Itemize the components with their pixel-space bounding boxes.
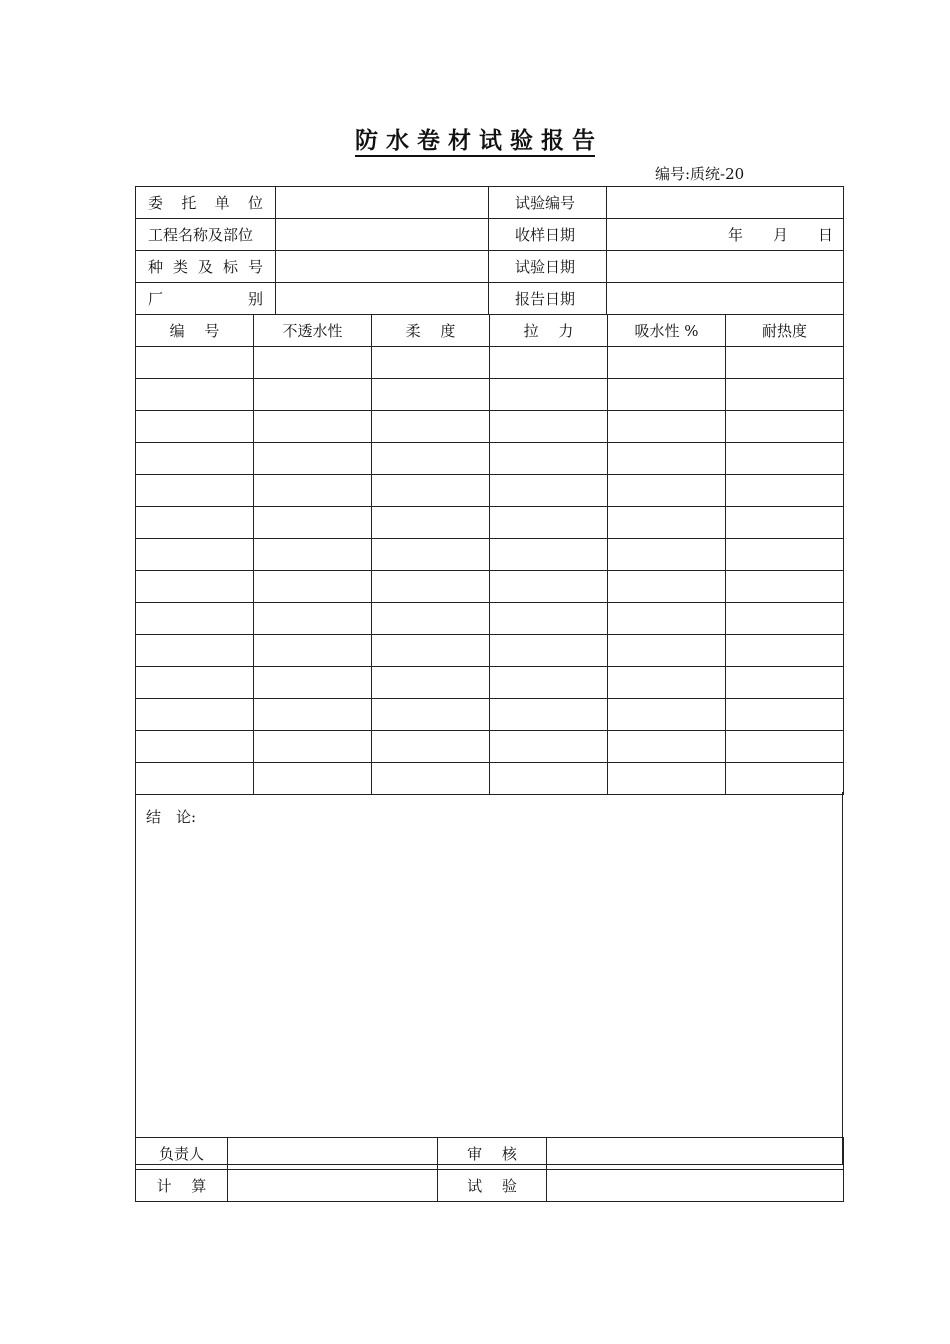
table-cell[interactable] [136,411,254,443]
table-cell[interactable] [136,379,254,411]
table-cell[interactable] [608,731,726,763]
table-cell[interactable] [136,507,254,539]
table-cell[interactable] [372,603,490,635]
table-cell[interactable] [372,411,490,443]
factory-label-char: 别 [247,290,263,308]
table-cell[interactable] [490,443,608,475]
results-table [135,314,844,795]
table-cell[interactable] [254,635,372,667]
page-title [0,122,950,155]
info-table [135,186,844,315]
results-header-row [136,315,844,347]
doc-number: 编号:质统-20 [655,165,745,183]
table-cell[interactable] [136,475,254,507]
type-label-char: 及 [197,258,213,276]
table-cell[interactable] [726,763,844,795]
table-cell[interactable] [372,763,490,795]
table-cell[interactable] [136,603,254,635]
type-label-char: 类 [172,258,188,276]
project-label: 工程名称及部位 [136,219,276,251]
type-label-char: 号 [247,258,263,276]
type-label [136,251,276,283]
table-cell[interactable] [136,635,254,667]
table-cell[interactable] [608,443,726,475]
table-cell[interactable] [372,443,490,475]
table-cell[interactable] [608,571,726,603]
table-cell[interactable] [136,667,254,699]
client-field[interactable] [276,187,489,219]
table-cell[interactable] [254,507,372,539]
client-label-char: 单 [214,194,230,212]
test-date-field[interactable] [607,251,844,283]
table-row [136,507,844,539]
table-cell[interactable] [136,571,254,603]
table-row [136,379,844,411]
column-header: 吸水性 % [608,315,726,347]
table-cell[interactable] [254,603,372,635]
table-cell[interactable] [726,507,844,539]
table-row [136,443,844,475]
table-cell[interactable] [490,475,608,507]
test-date-label: 试验日期 [489,251,607,283]
table-cell[interactable] [136,443,254,475]
conclusion-label: 结 论: [146,808,197,826]
title-text: 防 水 卷 材 试 验 报 告 [355,127,595,157]
client-label-char: 托 [181,194,197,212]
table-cell[interactable] [490,635,608,667]
table-row [136,539,844,571]
table-cell[interactable] [372,667,490,699]
review-label: 审 核 [438,1138,547,1170]
receive-date-label: 收样日期 [489,219,607,251]
table-row [136,475,844,507]
signature-table [135,1137,844,1202]
client-label [136,187,276,219]
table-cell[interactable] [372,539,490,571]
table-cell[interactable] [490,603,608,635]
table-cell[interactable] [726,475,844,507]
receive-date-field[interactable]: 年 月 日 [607,219,844,251]
table-cell[interactable] [726,347,844,379]
table-row [136,763,844,795]
factory-field[interactable] [276,283,489,315]
review-field[interactable] [547,1138,844,1170]
table-cell[interactable] [136,731,254,763]
table-cell[interactable] [608,699,726,731]
table-cell[interactable] [136,347,254,379]
table-cell[interactable] [608,763,726,795]
table-cell[interactable] [254,699,372,731]
table-cell[interactable] [726,571,844,603]
table-cell[interactable] [490,763,608,795]
table-cell[interactable] [372,699,490,731]
table-cell[interactable] [608,603,726,635]
table-cell[interactable] [490,731,608,763]
table-cell[interactable] [254,475,372,507]
table-cell[interactable] [726,603,844,635]
table-cell[interactable] [254,667,372,699]
type-label-char: 种 [148,258,164,276]
table-cell[interactable] [372,635,490,667]
table-cell[interactable] [608,347,726,379]
column-header: 拉 力 [490,315,608,347]
table-cell[interactable] [490,379,608,411]
test-sign-label: 试 验 [438,1170,547,1202]
table-cell[interactable] [490,667,608,699]
report-date-field[interactable] [607,283,844,315]
table-cell[interactable] [372,379,490,411]
table-cell[interactable] [254,731,372,763]
report-date-label: 报告日期 [489,283,607,315]
conclusion-area[interactable] [136,792,843,1165]
table-cell[interactable] [490,539,608,571]
table-cell[interactable] [726,667,844,699]
test-sign-field[interactable] [547,1170,844,1202]
table-cell[interactable] [254,539,372,571]
client-label-char: 位 [247,194,263,212]
factory-label-char: 厂 [148,290,164,308]
table-cell[interactable] [608,475,726,507]
factory-label [136,283,276,315]
table-row [136,411,844,443]
table-cell[interactable] [254,347,372,379]
responsible-field[interactable] [228,1138,438,1170]
table-row [136,347,844,379]
table-cell[interactable] [608,411,726,443]
table-cell[interactable] [254,571,372,603]
table-cell[interactable] [726,635,844,667]
table-cell[interactable] [372,347,490,379]
table-row [136,571,844,603]
table-cell[interactable] [254,763,372,795]
table-cell[interactable] [372,571,490,603]
table-cell[interactable] [608,667,726,699]
responsible-label: 负责人 [136,1138,228,1170]
test-no-field[interactable] [607,187,844,219]
column-header: 编 号 [136,315,254,347]
table-cell[interactable] [726,411,844,443]
table-cell[interactable] [726,699,844,731]
type-field[interactable] [276,251,489,283]
table-cell[interactable] [136,539,254,571]
table-cell[interactable] [136,763,254,795]
type-label-char: 标 [222,258,238,276]
calculate-label: 计 算 [136,1170,228,1202]
table-cell[interactable] [726,379,844,411]
table-cell[interactable] [254,379,372,411]
table-row [136,731,844,763]
table-cell[interactable] [726,443,844,475]
table-cell[interactable] [490,571,608,603]
table-cell[interactable] [254,411,372,443]
table-cell[interactable] [136,699,254,731]
table-cell[interactable] [726,539,844,571]
table-cell[interactable] [372,475,490,507]
table-cell[interactable] [372,731,490,763]
project-field[interactable] [276,219,489,251]
table-row [136,635,844,667]
table-cell[interactable] [608,507,726,539]
table-cell[interactable] [490,699,608,731]
table-row [136,667,844,699]
column-header: 耐热度 [726,315,844,347]
table-cell[interactable] [490,507,608,539]
table-row [136,603,844,635]
table-cell[interactable] [608,539,726,571]
table-row [136,699,844,731]
table-cell[interactable] [254,443,372,475]
table-cell[interactable] [608,635,726,667]
conclusion-table [135,792,843,1165]
table-cell[interactable] [726,731,844,763]
test-no-label: 试验编号 [489,187,607,219]
client-label-char: 委 [148,194,164,212]
table-cell[interactable] [490,411,608,443]
column-header: 柔 度 [372,315,490,347]
calculate-field[interactable] [228,1170,438,1202]
table-cell[interactable] [608,379,726,411]
table-cell[interactable] [490,347,608,379]
column-header: 不透水性 [254,315,372,347]
table-cell[interactable] [372,507,490,539]
